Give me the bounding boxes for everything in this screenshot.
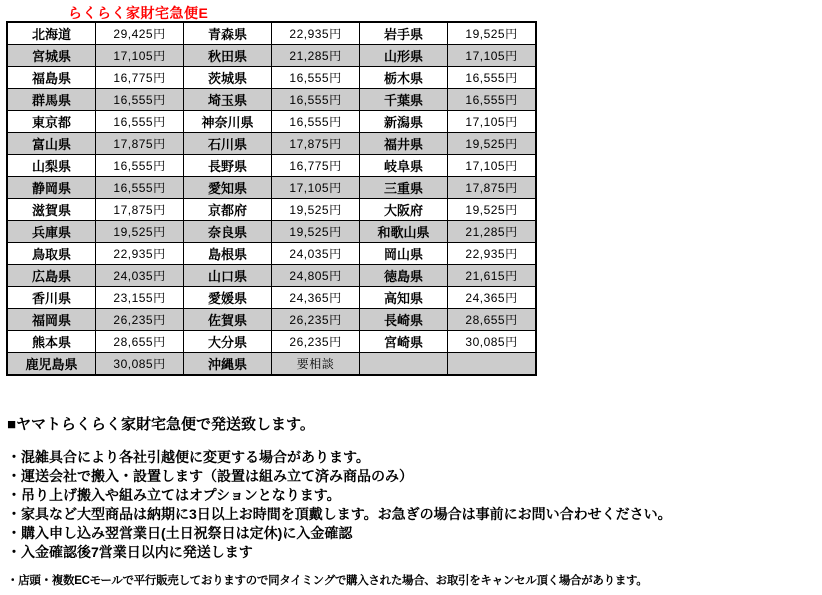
prefecture-cell: 宮崎県 [360, 331, 448, 353]
prefecture-cell [360, 353, 448, 376]
prefecture-cell: 佐賀県 [184, 309, 272, 331]
prefecture-cell: 愛知県 [184, 177, 272, 199]
prefecture-cell: 京都府 [184, 199, 272, 221]
prefecture-cell: 沖縄県 [184, 353, 272, 376]
prefecture-cell: 広島県 [7, 265, 96, 287]
table-row [7, 199, 536, 221]
fee-cell: 22,935円 [448, 243, 537, 265]
notes-section [7, 413, 815, 588]
fee-cell: 26,235円 [272, 331, 360, 353]
prefecture-cell: 高知県 [360, 287, 448, 309]
notes-heading: ■ヤマトらくらく家財宅急便で発送致します。 [7, 416, 315, 433]
fee-cell: 16,555円 [96, 155, 184, 177]
prefecture-cell: 山形県 [360, 45, 448, 67]
fee-cell [448, 353, 537, 376]
prefecture-cell: 兵庫県 [7, 221, 96, 243]
fee-cell: 要相談 [272, 353, 360, 376]
fee-cell: 17,105円 [448, 45, 537, 67]
fee-cell: 17,105円 [448, 111, 537, 133]
fee-cell: 16,555円 [96, 111, 184, 133]
fee-cell: 19,525円 [272, 221, 360, 243]
table-row [7, 309, 536, 331]
table-row [7, 287, 536, 309]
prefecture-cell: 山口県 [184, 265, 272, 287]
table-row [7, 331, 536, 353]
prefecture-cell: 岡山県 [360, 243, 448, 265]
table-row [7, 177, 536, 199]
fee-cell: 28,655円 [96, 331, 184, 353]
table-row [7, 155, 536, 177]
note-bullet: ・運送会社で搬入・設置します（設置は組み立て済み商品のみ） [7, 468, 413, 484]
prefecture-cell: 北海道 [7, 22, 96, 45]
fee-cell: 16,555円 [272, 89, 360, 111]
note-bullet: ・混雑具合により各社引越便に変更する場合があります。 [7, 449, 370, 465]
fee-cell: 17,875円 [448, 177, 537, 199]
table-row [7, 111, 536, 133]
fee-cell: 16,555円 [272, 111, 360, 133]
prefecture-cell: 福井県 [360, 133, 448, 155]
prefecture-cell: 茨城県 [184, 67, 272, 89]
fee-cell: 17,875円 [272, 133, 360, 155]
footnote: ・店頭・複数ECモールで平行販売しておりますので同タイミングで購入された場合、お取引をキャンセル頂く場合があります。 [7, 575, 648, 587]
prefecture-cell: 福島県 [7, 67, 96, 89]
prefecture-cell: 和歌山県 [360, 221, 448, 243]
note-bullet: ・入金確認後7営業日以内に発送します [7, 544, 253, 560]
table-row [7, 353, 536, 376]
note-bullet: ・家具など大型商品は納期に3日以上お時間を頂戴します。お急ぎの場合は事前にお問い合わせください。 [7, 506, 672, 522]
prefecture-cell: 神奈川県 [184, 111, 272, 133]
fee-cell: 16,775円 [272, 155, 360, 177]
prefecture-cell: 大分県 [184, 331, 272, 353]
fee-cell: 24,365円 [272, 287, 360, 309]
prefecture-cell: 富山県 [7, 133, 96, 155]
prefecture-cell: 島根県 [184, 243, 272, 265]
prefecture-cell: 青森県 [184, 22, 272, 45]
fee-cell: 19,525円 [448, 22, 537, 45]
fee-cell: 17,875円 [96, 199, 184, 221]
fee-cell: 16,555円 [448, 89, 537, 111]
fee-cell: 22,935円 [272, 22, 360, 45]
table-row [7, 265, 536, 287]
table-row [7, 243, 536, 265]
prefecture-cell: 岩手県 [360, 22, 448, 45]
prefecture-cell: 鹿児島県 [7, 353, 96, 376]
table-row [7, 221, 536, 243]
fee-cell: 30,085円 [448, 331, 537, 353]
prefecture-cell: 新潟県 [360, 111, 448, 133]
table-row [7, 67, 536, 89]
prefecture-cell: 岐阜県 [360, 155, 448, 177]
prefecture-cell: 埼玉県 [184, 89, 272, 111]
prefecture-cell: 徳島県 [360, 265, 448, 287]
fee-cell: 24,805円 [272, 265, 360, 287]
table-row [7, 45, 536, 67]
page-title: らくらく家財宅急便E [68, 5, 209, 21]
table-row [7, 89, 536, 111]
fee-cell: 16,555円 [96, 89, 184, 111]
fee-cell: 19,525円 [448, 133, 537, 155]
fee-cell: 24,365円 [448, 287, 537, 309]
fee-cell: 19,525円 [96, 221, 184, 243]
fee-cell: 19,525円 [448, 199, 537, 221]
fee-cell: 19,525円 [272, 199, 360, 221]
fee-cell: 29,425円 [96, 22, 184, 45]
fee-cell: 22,935円 [96, 243, 184, 265]
prefecture-cell: 石川県 [184, 133, 272, 155]
prefecture-cell: 奈良県 [184, 221, 272, 243]
prefecture-cell: 秋田県 [184, 45, 272, 67]
fee-cell: 26,235円 [272, 309, 360, 331]
fee-cell: 16,555円 [96, 177, 184, 199]
fee-cell: 16,555円 [448, 67, 537, 89]
prefecture-cell: 山梨県 [7, 155, 96, 177]
fee-cell: 17,105円 [448, 155, 537, 177]
fee-cell: 28,655円 [448, 309, 537, 331]
prefecture-cell: 東京都 [7, 111, 96, 133]
shipping-fee-table [6, 21, 537, 376]
fee-cell: 24,035円 [272, 243, 360, 265]
prefecture-cell: 静岡県 [7, 177, 96, 199]
prefecture-cell: 福岡県 [7, 309, 96, 331]
prefecture-cell: 滋賀県 [7, 199, 96, 221]
fee-cell: 21,285円 [272, 45, 360, 67]
note-bullet: ・吊り上げ搬入や組み立てはオプションとなります。 [7, 487, 341, 503]
prefecture-cell: 長野県 [184, 155, 272, 177]
prefecture-cell: 香川県 [7, 287, 96, 309]
prefecture-cell: 愛媛県 [184, 287, 272, 309]
fee-cell: 21,285円 [448, 221, 537, 243]
fee-cell: 30,085円 [96, 353, 184, 376]
prefecture-cell: 鳥取県 [7, 243, 96, 265]
fee-cell: 21,615円 [448, 265, 537, 287]
prefecture-cell: 群馬県 [7, 89, 96, 111]
prefecture-cell: 宮城県 [7, 45, 96, 67]
table-row [7, 133, 536, 155]
fee-cell: 23,155円 [96, 287, 184, 309]
prefecture-cell: 長崎県 [360, 309, 448, 331]
prefecture-cell: 熊本県 [7, 331, 96, 353]
fee-cell: 16,555円 [272, 67, 360, 89]
prefecture-cell: 栃木県 [360, 67, 448, 89]
prefecture-cell: 大阪府 [360, 199, 448, 221]
fee-cell: 17,105円 [96, 45, 184, 67]
notes-bullet-list [7, 448, 815, 562]
shipping-table-body [7, 22, 536, 375]
fee-cell: 16,775円 [96, 67, 184, 89]
fee-cell: 26,235円 [96, 309, 184, 331]
prefecture-cell: 千葉県 [360, 89, 448, 111]
note-bullet: ・購入申し込み翌営業日(土日祝祭日は定休)に入金確認 [7, 525, 353, 541]
prefecture-cell: 三重県 [360, 177, 448, 199]
fee-cell: 17,105円 [272, 177, 360, 199]
fee-cell: 24,035円 [96, 265, 184, 287]
fee-cell: 17,875円 [96, 133, 184, 155]
table-row [7, 22, 536, 45]
